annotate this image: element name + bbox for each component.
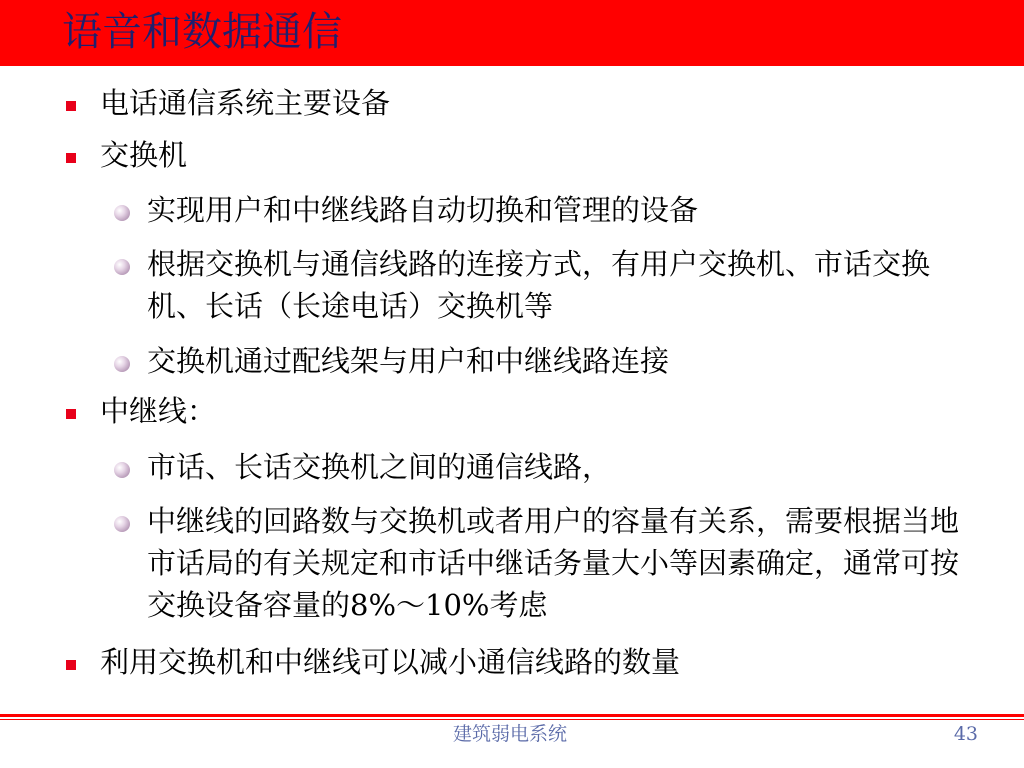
sub-bullet-icon [114, 516, 130, 532]
bullet-l1-text: 利用交换机和中继线可以减小通信线路的数量 [100, 645, 681, 679]
bullet-l2-text: 交换机通过配线架与用户和中继线路连接 [147, 344, 670, 378]
bullet-l2-text: 中继线的回路数与交换机或者用户的容量有关系，需要根据当地市话局的有关规定和市话中继话务量大小等因素确定，通常可按交换设备容量的8%～10%考虑 [147, 504, 960, 622]
page-number: 43 [953, 723, 978, 745]
square-bullet-icon [66, 660, 76, 670]
bullet-l1-text: 电话通信系统主要设备 [100, 86, 391, 120]
sub-bullet-icon [114, 356, 130, 372]
footer-label: 建筑弱电系统 [453, 723, 568, 745]
footer-rule [0, 714, 1024, 717]
square-bullet-icon [66, 101, 76, 111]
sub-bullet-icon [114, 259, 130, 275]
bullet-l2-text: 根据交换机与通信线路的连接方式，有用户交换机、市话交换机、长话（长途电话）交换机等 [147, 247, 931, 323]
slide-title: 语音和数据通信 [62, 9, 342, 55]
bullet-l2-text: 市话、长话交换机之间的通信线路， [147, 450, 612, 484]
sub-bullet-icon [114, 462, 130, 478]
bullet-l2-text: 实现用户和中继线路自动切换和管理的设备 [147, 193, 699, 227]
square-bullet-icon [66, 153, 76, 163]
sub-bullet-icon [114, 205, 130, 221]
bullet-l1-text: 交换机 [100, 138, 188, 172]
footer-rule-thin [0, 719, 1024, 720]
bullet-l1-text: 中继线： [100, 394, 217, 428]
square-bullet-icon [66, 409, 76, 419]
